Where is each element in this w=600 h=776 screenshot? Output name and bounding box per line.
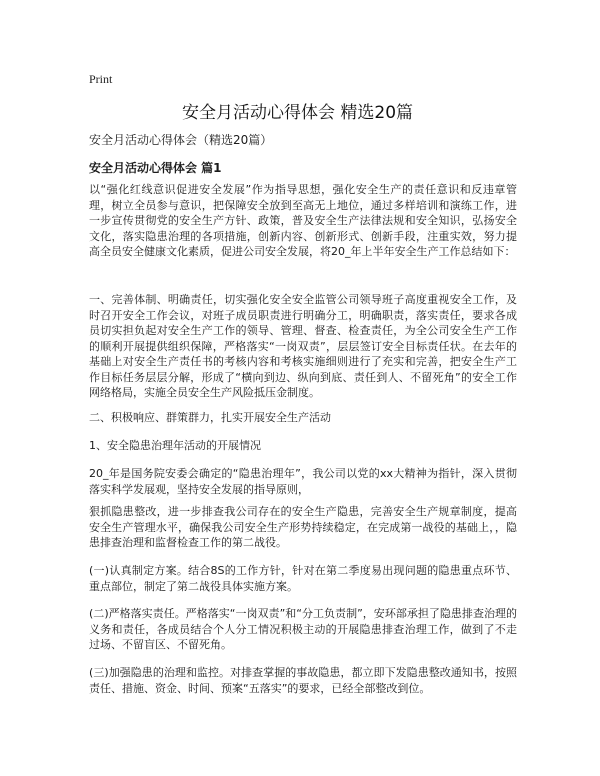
paragraph-item-2: 二、积极响应、群策群力，扎实开展安全生产活动 [89,411,331,424]
page-title: 安全月活动心得体会 精选20篇 [182,103,414,123]
paragraph-responsibility: (二)严格落实责任。严格落实“一岗双责”和“分工负责制”，安环部承担了隐患排查治理的义务和责任，各成员结合个人分工情况积极主动的开展隐患排查治理工作，做到了不走过场、不留盲区、不留死角。 [89,607,517,651]
paragraph-rectification: 狠抓隐患整改，进一步排查我公司存在的安全生产隐患，完善安全生产规章制度，提高安全生产管理水平，确保我公司安全生产形势持续稳定，在完成第一战役的基础上，，隐患排查治理和监督检查工作的第二战役。 [89,505,517,549]
section-heading: 安全月活动心得体会 篇1 [89,161,222,175]
paragraph-monitoring: (三)加强隐患的治理和监控。对排查掌握的事故隐患，都立即下发隐患整改通知书，按照责任、措施、资金、时间、预案“五落实”的要求，已经全部整改到位。 [89,666,517,695]
paragraph-subheading: 1、安全隐患治理年活动的开展情况 [89,439,261,452]
paragraph-item-1: 一、完善体制、明确责任，切实强化安全安全监管公司领导班子高度重视安全工作，及时召开安全工作会议，对班子成员职责进行明确分工，明确职责，落实责任，要求各成员切实担负起对安全生产工作的领导、管理、督查、检查责任，为全公司安全生产工作的顺利开展提供组织保障，严格落实“一岗双责”，层层签订安全目标责任状。在去年的基础上对安全生产责任书的考核内容和考核实施细则进行了充实和完善，把安全生产工作目标任务层层分解，形成了“横向到边、纵向到底、责任到人、不留死角”的安全工作网络格局，实施全员安全生产风险抵压金制度。 [89,293,517,399]
paragraph-hazard-year: 20_年是国务院安委会确定的“隐患治理年”，我公司以党的xx大精神为指针，深入贯彻落实科学发展观，坚持安全发展的指导原则， [89,467,517,496]
document-subtitle: 安全月活动心得体会（精选20篇） [89,133,273,147]
print-link[interactable]: Print [89,72,113,86]
paragraph-intro: 以“强化红线意识促进安全发展”作为指导思想，强化安全生产的责任意识和反违章管理，树立全员参与意识，把保障安全放到至高无上地位，通过多样培训和演练工作，进一步宣传贯彻党的安全生产方针、政策，普及安全生产法律法规和安全知识，弘扬安全文化，落实隐患治理的各项措施，创新内容、创新形式、创新手段，注重实效，努力提高全员安全健康文化素质，促进公司安全发展，将20_年上半年安全生产工作总结如下： [89,183,517,258]
paragraph-plan: (一)认真制定方案。结合8S的工作方针，针对在第二季度易出现问题的隐患重点环节、重点部位，制定了第二战役具体实施方案。 [89,564,517,593]
